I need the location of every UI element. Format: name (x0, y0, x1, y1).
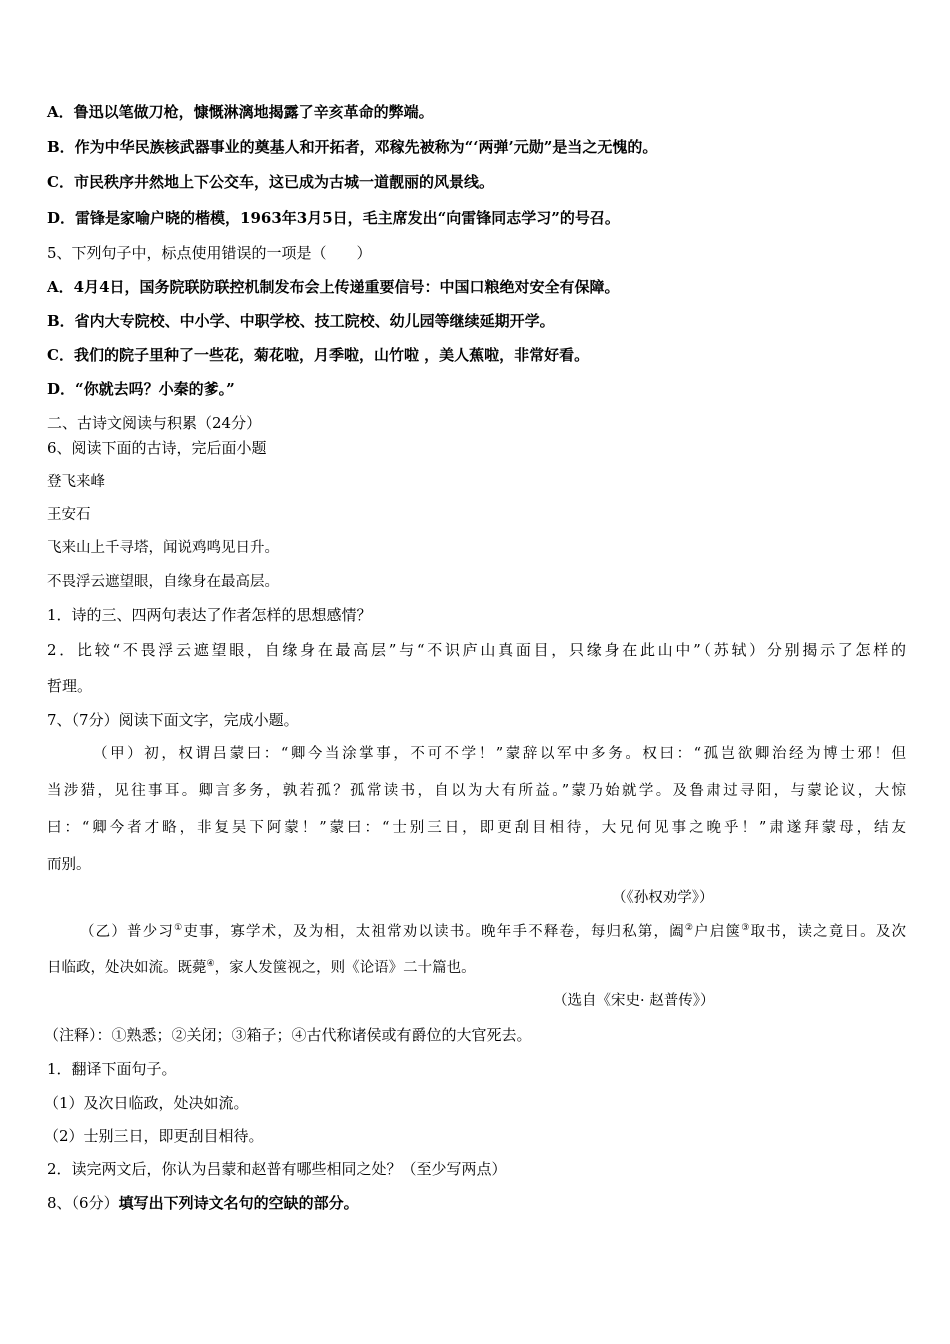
q4-option-b: B．作为中华民族核武器事业的奠基人和开拓者，邓稼先被称为“‘两弹’元勋”是当之无愧的。 (47, 138, 658, 156)
q8-stem: 8、（6分）填写出下列诗文名句的空缺的部分。 (47, 1194, 359, 1212)
poem-title: 登飞来峰 (47, 474, 105, 490)
poem-line: 不畏浮云遮望眼，自缘身在最高层。 (47, 574, 279, 590)
notes: （注释）：①熟悉；②关闭；③箱子；④古代称诸侯或有爵位的大官死去。 (44, 1026, 532, 1044)
q5-option-c: C．我们的院子里种了一些花，菊花啦，月季啦，山竹啦 ，美人蕉啦，非常好看。 (47, 346, 590, 364)
passage-yi-source: （选自《宋史· 赵普传》） (553, 993, 715, 1009)
q4-option-d: D．雷锋是家喻户晓的楷模，1963年3月5日，毛主席发出“向雷锋同志学习”的号召。 (47, 209, 620, 227)
passage-jia-source: （《孙权劝学》） (612, 890, 714, 906)
passage-jia: 而别。 (47, 857, 91, 873)
passage-jia: （甲）初，权谓吕蒙曰：“卿今当涂掌事，不可不学！”蒙辞以军中多务。权曰：“孤岂欲卿治经为博士邪！但 (93, 746, 906, 762)
q5-stem: 5、下列句子中，标点使用错误的一项是（ ） (47, 244, 372, 262)
q7-sub2: 2．读完两文后，你认为吕蒙和赵普有哪些相同之处？（至少写两点） (47, 1160, 507, 1178)
q6-sub1: 1．诗的三、四两句表达了作者怎样的思想感情？ (47, 606, 372, 624)
passage-jia: 曰：“卿今者才略，非复吴下阿蒙！”蒙曰：“士别三日，即更刮目相待，大兄何见事之晚乎！”肃遂拜蒙母，结友 (47, 820, 906, 836)
passage-jia: 当涉猎，见往事耳。卿言多务，孰若孤？孤常读书，自以为大有所益。”蒙乃始就学。及鲁肃过寻阳，与蒙论议，大惊 (47, 783, 906, 799)
passage-yi: （乙）普少习①吏事，寡学术，及为相，太祖常劝以读书。晚年手不释卷，每归私第，阖②户启箧③取书，读之竟日。及次 (80, 923, 907, 940)
q6-stem: 6、阅读下面的古诗，完后面小题 (47, 439, 267, 457)
q7-sub1-a: （1）及次日临政，处决如流。 (44, 1094, 249, 1112)
q5-option-d: D．“你就去吗？小秦的爹。” (47, 380, 235, 398)
q7-sub1: 1．翻译下面句子。 (47, 1060, 177, 1078)
q7-sub1-b: （2）士别三日，即更刮目相待。 (44, 1127, 264, 1145)
poem-line: 飞来山上千寻塔，闻说鸡鸣见日升。 (47, 540, 279, 556)
q4-option-c: C．市民秩序井然地上下公交车，这已成为古城一道靓丽的风景线。 (47, 173, 494, 191)
q5-option-b: B．省内大专院校、中小学、中职学校、技工院校、幼儿园等继续延期开学。 (47, 312, 555, 330)
q6-sub2-cont: 哲理。 (47, 677, 93, 695)
q4-option-a: A．鲁迅以笔做刀枪，慷慨淋漓地揭露了辛亥革命的弊端。 (47, 103, 434, 121)
q7-stem: 7、（7分）阅读下面文字，完成小题。 (47, 711, 299, 729)
poem-author: 王安石 (47, 507, 91, 523)
q6-sub2: 2．比较“不畏浮云遮望眼，自缘身在最高层”与“不识庐山真面目，只缘身在此山中”（苏轼）分别揭示了怎样的 (47, 641, 906, 659)
section2-title: 二、古诗文阅读与积累（24分） (47, 414, 262, 432)
q5-option-a: A．4月4日，国务院联防联控机制发布会上传递重要信号：中国口粮绝对安全有保障。 (47, 278, 620, 296)
passage-yi: 日临政，处决如流。既薨④，家人发箧视之，则《论语》二十篇也。 (47, 959, 476, 976)
